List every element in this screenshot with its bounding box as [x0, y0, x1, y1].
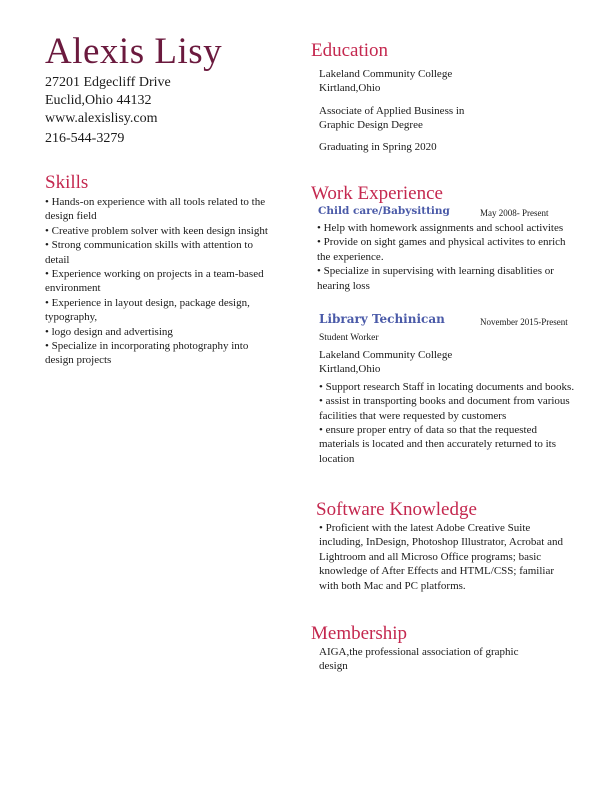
membership-heading: Membership — [311, 623, 408, 644]
phone: 216-544-3279 — [45, 131, 125, 146]
skill-item: • Creative problem solver with keen design insight — [45, 224, 268, 237]
job-duties-childcare — [317, 221, 573, 293]
skill-item: • Hands-on experience with all tools related to the design field — [45, 196, 266, 223]
education-location: Kirtland,Ohio — [319, 82, 381, 95]
job-duty-item: • Provide on sight games and physical activites to enrich the experience. — [317, 236, 566, 263]
education-block — [319, 67, 569, 154]
resume-name: Alexis Lisy — [45, 31, 223, 72]
job-duty-item: • Specialize in supervising with learning disablities or hearing loss — [317, 265, 554, 292]
work-heading: Work Experience — [311, 183, 443, 204]
education-graduation: Graduating in Spring 2020 — [319, 140, 437, 153]
job-title-childcare: Child care/Babysitting — [318, 205, 450, 217]
education-degree-line2: Graphic Design Degree — [319, 119, 423, 132]
education-degree-line1: Associate of Applied Business in — [319, 104, 465, 117]
contact-block — [45, 74, 171, 148]
skill-item: • Specialize in incorporating photography into design projects — [45, 340, 249, 367]
job-date-library: November 2015-Present — [480, 317, 568, 327]
address-line-2: Euclid,Ohio 44132 — [45, 93, 152, 108]
job-title-library: Library Techinican — [319, 312, 445, 326]
job-location: Kirtland,Ohio — [319, 363, 381, 376]
skills-list — [45, 195, 270, 368]
job-duty-item: • assist in transporting books and document from various facilities that were requested by customers — [319, 395, 570, 422]
job-details-library — [319, 348, 577, 466]
job-date-childcare: May 2008- Present — [480, 208, 549, 218]
education-school: Lakeland Community College — [319, 68, 453, 80]
job-employer: Lakeland Community College — [319, 349, 453, 361]
website: www.alexislisy.com — [45, 111, 158, 126]
skills-heading: Skills — [45, 172, 89, 193]
skill-item: • logo design and advertising — [45, 325, 173, 338]
job-duty-item: • ensure proper entry of data so that the requested materials is located and then accurately returned to its location — [319, 424, 557, 465]
job-role-library: Student Worker — [319, 333, 379, 343]
software-text: • Proficient with the latest Adobe Creative Suite including, InDesign, Photoshop Illustrator, Acrobat and Lightroom and all Microso Office programs; basic knowledge of After Effects and HTML/CSS; familiar with both Mac and PC platforms. — [319, 522, 563, 592]
education-heading: Education — [311, 40, 389, 61]
job-duty-item: • Help with homework assignments and school activites — [317, 222, 564, 234]
address-line-1: 27201 Edgecliff Drive — [45, 75, 171, 90]
skill-item: • Experience in layout design, package design, typography, — [45, 296, 250, 324]
skill-item: • Strong communication skills with attention to detail — [45, 239, 253, 266]
software-heading: Software Knowledge — [316, 499, 477, 520]
skill-item: • Experience working on projects in a team-based environment — [45, 268, 264, 295]
job-duty-item: • Support research Staff in locating documents and books. — [319, 380, 575, 393]
membership-text: AIGA,the professional association of graphic design — [319, 646, 519, 673]
